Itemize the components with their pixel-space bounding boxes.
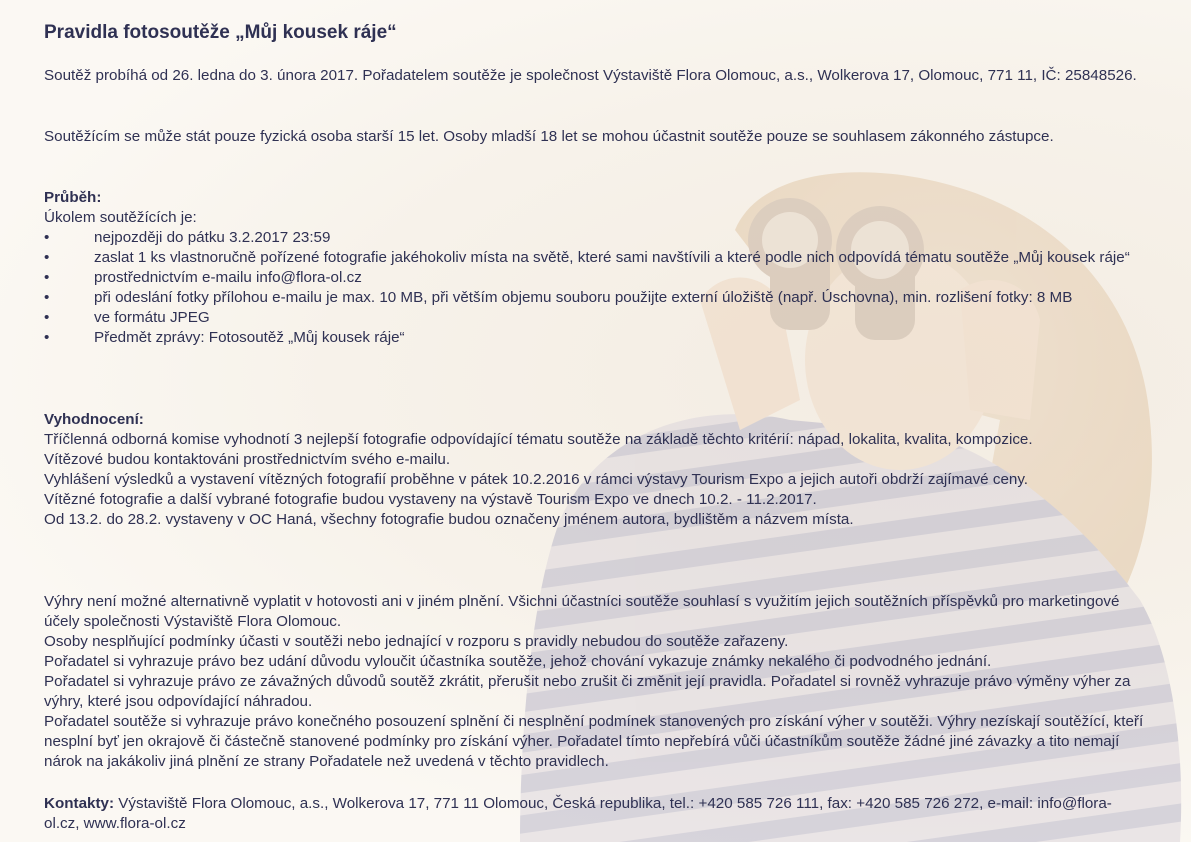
list-item: • při odeslání fotky přílohou e-mailu je max. 10 MB, při větším objemu souboru použijte externí úložiště (např. Úschovna), min. rozlišení fotky: 8 MB (44, 289, 1073, 306)
bullet: • (44, 249, 50, 266)
section-prubeh (44, 188, 1144, 348)
section-contacts (44, 794, 1144, 834)
contacts-label: Kontakty: (44, 795, 115, 812)
bullet: • (44, 269, 50, 286)
terms-paragraph: Osoby nesplňující podmínky účasti v soutěži nebo jednající v rozporu s pravidly nebudou do soutěže zařazeny. (44, 633, 789, 650)
terms-paragraph: Pořadatel si vyhrazuje právo ze závažných důvodů soutěž zkrátit, přerušit nebo zrušit či změnit její pravidla. Pořadatel si rovněž vyhrazuje právo výměny výher za výhry, které jsou odpovídající náhradou. (44, 673, 1131, 710)
list-item: • prostřednictvím e-mailu info@flora-ol.cz (44, 269, 362, 286)
vyhodnoceni-paragraph: Tříčlenná odborná komise vyhodnotí 3 nejlepší fotografie odpovídající tématu soutěže na základě těchto kritérií: nápad, lokalita, kvalita, kompozice. (44, 431, 1033, 448)
vyhodnoceni-paragraph: Od 13.2. do 28.2. vystaveny v OC Haná, všechny fotografie budou označeny jménem autora, bydlištěm a názvem místa. (44, 511, 854, 528)
section-heading-prubeh: Průběh: (44, 189, 102, 206)
list-item: • nejpozději do pátku 3.2.2017 23:59 (44, 229, 331, 246)
bullet: • (44, 289, 50, 306)
section-terms (44, 592, 1144, 772)
list-item: • ve formátu JPEG (44, 309, 210, 326)
intro-eligibility (44, 127, 1144, 147)
bullet: • (44, 229, 50, 246)
intro-paragraph-organizer: Soutěž probíhá od 26. ledna do 3. února 2017. Pořadatelem soutěže je společnost Výstaviště Flora Olomouc, a.s., Wolkerova 17, Olomouc, 771 11, IČ: 25848526. (44, 67, 1137, 84)
contacts-text: Výstaviště Flora Olomouc, a.s., Wolkerova 17, 771 11 Olomouc, Česká republika, tel.: +420 585 726 111, fax: +420 585 726 272, e-mail: info@flora-ol.cz, www.flora-ol.cz (44, 795, 1112, 832)
terms-paragraph: Výhry není možné alternativně vyplatit v hotovosti ani v jiném plnění. Všichni účastníci soutěže souhlasí s využitím jejich soutěžních příspěvků pro marketingové účely společnosti Výstaviště Flora Olomouc. (44, 593, 1120, 630)
bullet: • (44, 329, 50, 346)
terms-paragraph: Pořadatel soutěže si vyhrazuje právo konečného posouzení splnění či nesplnění podmínek stanovených pro získání výher v soutěži. Výhry nezískají soutěžící, kteří nesplní byť jen okrajově či částečně stanovené podmínky pro získání výher. Pořadatel tímto nepřebírá vůči účastníkům soutěže žádné jiné závazky a tito nemají nárok na jakákoliv jiná plnění ze strany Pořadatele než uvedená v těchto pravidlech. (44, 713, 1144, 770)
prubeh-lead: Úkolem soutěžících je: (44, 209, 197, 226)
vyhodnoceni-paragraph: Vítězné fotografie a další vybrané fotografie budou vystaveny na výstavě Tourism Expo ve dnech 10.2. - 11.2.2017. (44, 491, 817, 508)
section-vyhodnoceni (44, 410, 1144, 530)
contacts-paragraph (44, 794, 1144, 834)
vyhodnoceni-paragraph: Vyhlášení výsledků a vystavení vítězných fotografií proběhne v pátek 10.2.2016 v rámci výstavy Tourism Expo a jejich autoři obdrží zajímavé ceny. (44, 471, 1029, 488)
terms-paragraph: Pořadatel si vyhrazuje právo bez udání důvodu vyloučit účastníka soutěže, jehož chování vykazuje známky nekalého či podvodného jednání. (44, 653, 992, 670)
page-title: Pravidla fotosoutěže „Můj kousek ráje“ (44, 22, 397, 43)
list-item: • zaslat 1 ks vlastnoručně pořízené fotografie jakéhokoliv místa na světě, které sami navštívili a které podle nich odpovídá tématu soutěže „Můj kousek ráje“ (44, 249, 1130, 266)
intro-paragraph-eligibility: Soutěžícím se může stát pouze fyzická osoba starší 15 let. Osoby mladší 18 let se mohou účastnit soutěže pouze se souhlasem zákonného zástupce. (44, 128, 1054, 145)
intro-section (44, 66, 1144, 86)
list-item: • Předmět zprávy: Fotosoutěž „Můj kousek ráje“ (44, 329, 405, 346)
section-heading-vyhodnoceni: Vyhodnocení: (44, 411, 144, 428)
prubeh-list (44, 228, 1144, 348)
bullet: • (44, 309, 50, 326)
vyhodnoceni-paragraph: Vítězové budou kontaktováni prostřednictvím svého e-mailu. (44, 451, 451, 468)
